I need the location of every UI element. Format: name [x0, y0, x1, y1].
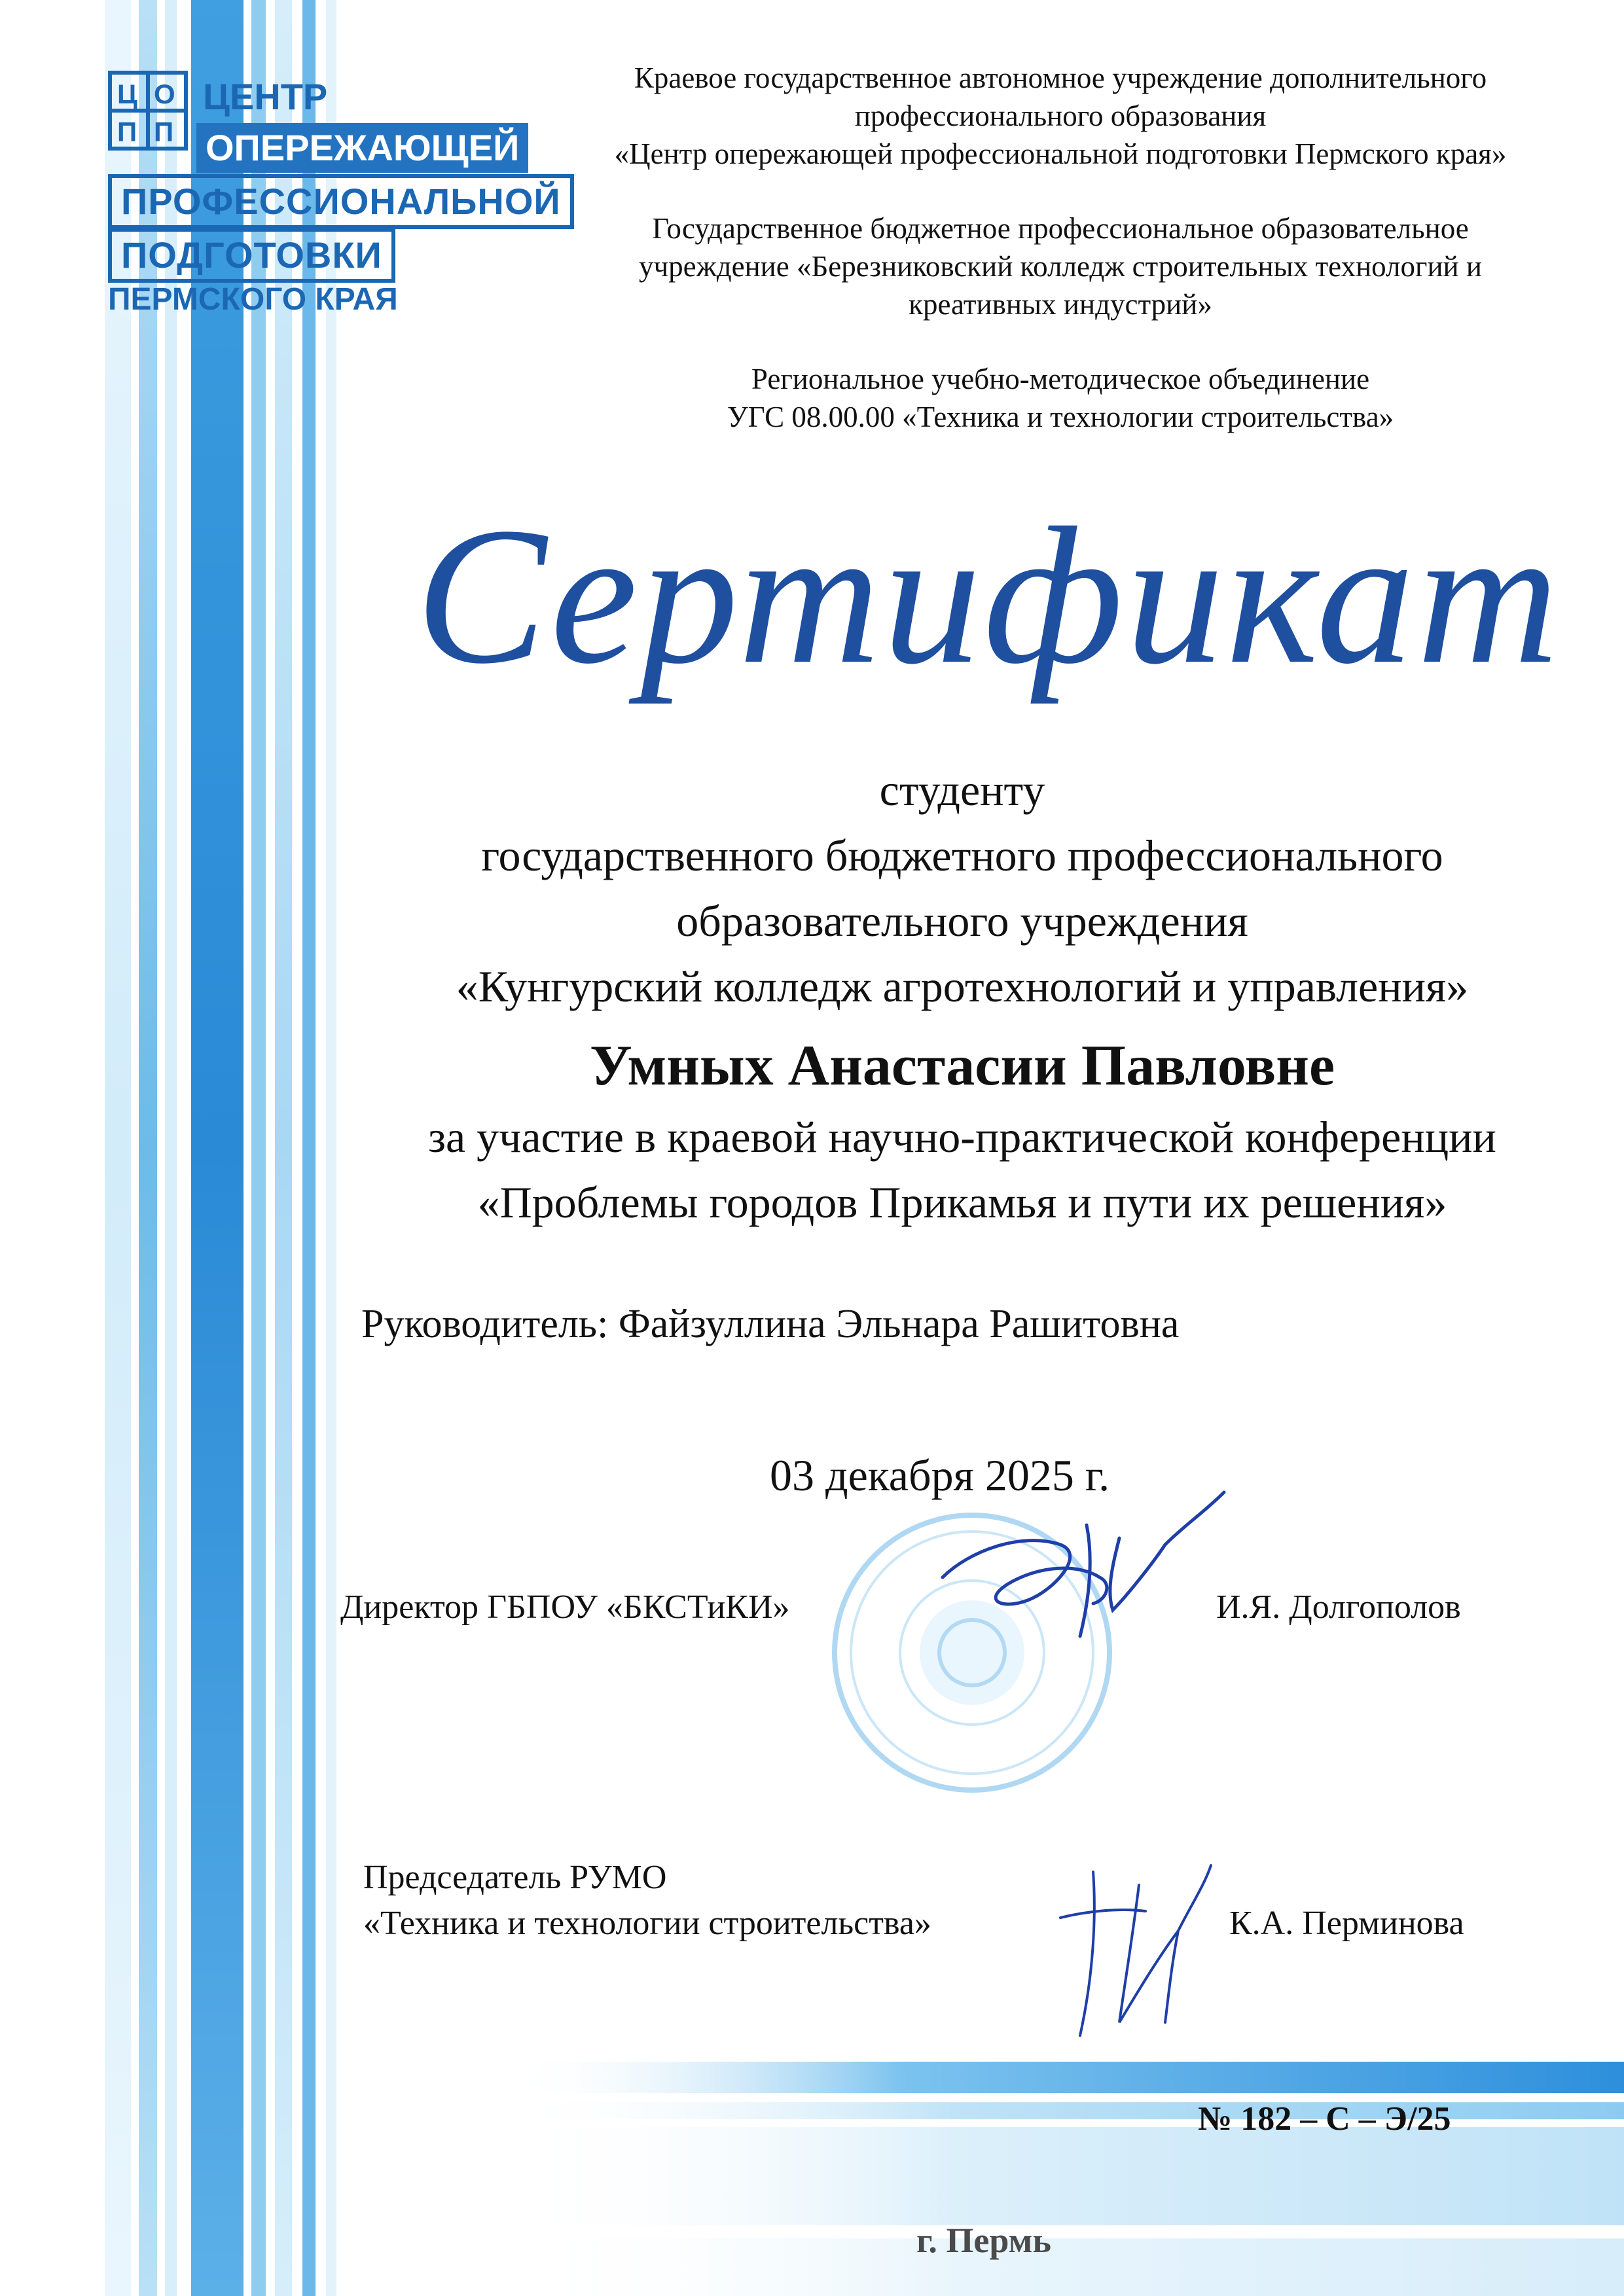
header-block-2: [537, 209, 1584, 323]
logo-line-5: ПЕРМСКОГО КРАЯ: [108, 282, 398, 317]
logo-line-4: ПОДГОТОВКИ: [108, 228, 395, 283]
certificate-number: № 182 – С – Э/25: [1198, 2100, 1451, 2138]
header-line: «Центр опережающей профессиональной подготовки Пермского края»: [614, 137, 1507, 170]
header-line: Региональное учебно-методическое объединение: [751, 363, 1370, 395]
stripe-7: [302, 0, 316, 2296]
stripe-6: [275, 0, 292, 2296]
cpp-logo: [108, 71, 561, 319]
header-line: УГС 08.00.00 «Техника и технологии строительства»: [727, 401, 1394, 433]
recipient-line-6: «Проблемы городов Прикамья и пути их решения»: [477, 1177, 1447, 1227]
director-signature: [929, 1486, 1237, 1662]
svg-text:Ц: Ц: [117, 79, 137, 109]
supervisor-line: Руководитель: Файзуллина Эльнара Рашитовна: [361, 1302, 1180, 1346]
recipient-line-1: студенту: [879, 765, 1045, 815]
recipient-line-3: образовательного учреждения: [676, 896, 1248, 946]
director-name: И.Я. Долгополов: [1216, 1588, 1461, 1626]
svg-text:П: П: [117, 117, 137, 147]
chair-name: К.А. Перминова: [1229, 1905, 1464, 1942]
header-line: креативных индустрий»: [909, 288, 1212, 321]
issue-date: 03 декабря 2025 г.: [770, 1450, 1110, 1500]
city-label: г. Пермь: [916, 2221, 1051, 2260]
director-title: Директор ГБПОУ «БКСТиКИ»: [340, 1588, 790, 1626]
stripe-1: [105, 0, 131, 2296]
header-block-3: [537, 360, 1584, 436]
chair-title-2: «Техника и технологии строительства»: [363, 1905, 931, 1942]
svg-text:О: О: [154, 79, 175, 109]
svg-text:П: П: [154, 117, 174, 147]
chair-signature: [1047, 1859, 1218, 2049]
header-line: профессионального образования: [854, 99, 1267, 132]
cpp-logo-mark-icon: [108, 71, 188, 151]
footer-band: [511, 2042, 1624, 2296]
recipient-line-5: за участие в краевой научно-практической конференции: [428, 1112, 1496, 1162]
header-block-1: [537, 59, 1584, 173]
stripe-4: [191, 0, 244, 2296]
logo-line-3: ПРОФЕССИОНАЛЬНОЙ: [108, 174, 574, 229]
header-line: Краевое государственное автономное учреждение дополнительного: [634, 62, 1487, 94]
recipient-name: Умных Анастасии Павловне: [589, 1034, 1335, 1098]
header-line: учреждение «Березниковский колледж строительных технологий и: [639, 250, 1482, 283]
logo-line-2: ОПЕРЕЖАЮЩЕЙ: [196, 123, 528, 173]
certificate-title: Сертификат: [415, 487, 1562, 704]
recipient-line-4: «Кунгурский колледж агротехнологий и управления»: [456, 961, 1469, 1011]
stripe-2: [139, 0, 157, 2296]
header-line: Государственное бюджетное профессиональное образовательное: [652, 212, 1469, 245]
stripe-3: [165, 0, 177, 2296]
chair-title-1: Председатель РУМО: [363, 1859, 667, 1896]
recipient-line-2: государственного бюджетного профессионального: [481, 831, 1443, 880]
stripe-5: [251, 0, 266, 2296]
logo-line-1: ЦЕНТР: [203, 76, 328, 117]
